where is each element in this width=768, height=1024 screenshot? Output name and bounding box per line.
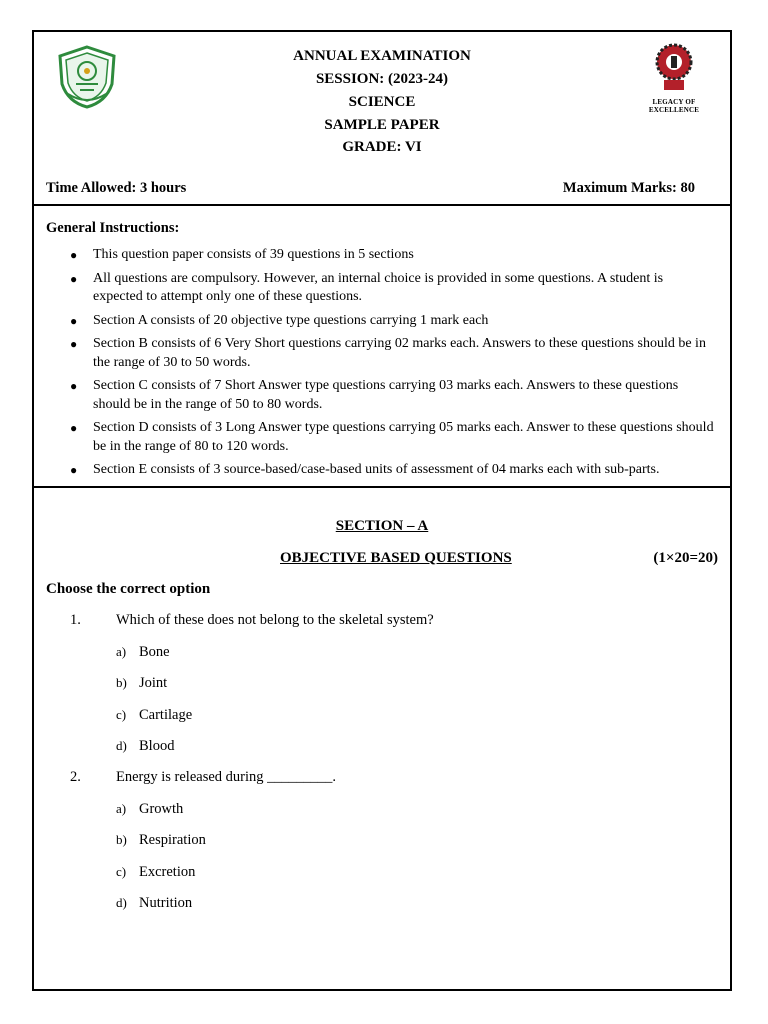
general-instructions — [34, 206, 730, 488]
legacy-emblem-logo — [632, 42, 716, 112]
question-text: Which of these does not belong to the skeletal system? — [116, 612, 434, 628]
time-allowed: Time Allowed: 3 hours — [46, 180, 187, 196]
question-option: b) Respiration — [116, 832, 206, 848]
instructions-list — [34, 246, 730, 485]
legacy-caption: LEGACY OF EXCELLENCE — [648, 98, 700, 114]
paper-type-line: SAMPLE PAPER — [324, 117, 440, 133]
bullet-icon: ● — [70, 421, 78, 435]
grade-line: GRADE: VI — [342, 139, 422, 155]
question-option: c) Excretion — [116, 864, 196, 880]
instruction-item: ● All questions are compulsory. However, an internal choice is provided in some questions. A student is expected to attempt only one of these questions. — [70, 270, 664, 304]
section-subtitle: OBJECTIVE BASED QUESTIONS — [280, 550, 512, 566]
question-option: a) Bone — [116, 644, 170, 660]
question-option: d) Nutrition — [116, 895, 193, 911]
instruction-item: ● This question paper consists of 39 questions in 5 sections — [34, 246, 730, 265]
session-line: SESSION: (2023-24) — [315, 71, 449, 87]
instruction-item: ● Section C consists of 7 Short Answer type questions carrying 03 marks each. Answers to these questions should be in the range of 50 to 80 words. — [70, 378, 679, 412]
bullet-icon: ● — [70, 248, 78, 262]
instruction-item: ● Section A consists of 20 objective type questions carrying 1 mark each — [34, 312, 730, 331]
section-marks: (1×20=20) — [653, 550, 718, 566]
question-option: d) Blood — [116, 738, 175, 754]
exam-paper-frame — [32, 30, 732, 991]
question-option: b) Joint — [116, 675, 168, 691]
question-option: c) Cartilage — [116, 707, 193, 723]
question-number: 2. — [70, 769, 81, 785]
question-text: Energy is released during _________. — [116, 769, 337, 785]
instructions-heading: General Instructions: — [46, 220, 180, 236]
bullet-icon: ● — [70, 463, 78, 477]
instruction-item: ● Section B consists of 6 Very Short questions carrying 02 marks each. Answers to these questions should be in the range of 30 to 50 words. — [70, 336, 706, 370]
section-title: SECTION – A — [335, 518, 429, 534]
bullet-icon: ● — [70, 313, 78, 328]
question-number: 1. — [70, 612, 81, 628]
instruction-item: ● Section D consists of 3 Long Answer type questions carrying 05 marks each. Answer to these questions should be in the range of 80 to 120 words. — [70, 420, 714, 454]
instruction-item: ● Section E consists of 3 source-based/case-based units of assessment of 04 marks each with sub-parts. — [34, 461, 730, 480]
question-option: a) Growth — [116, 801, 184, 817]
exam-title: ANNUAL EXAMINATION — [293, 48, 471, 64]
subject-line: SCIENCE — [348, 94, 416, 110]
paper-header — [34, 32, 730, 206]
bullet-icon: ● — [70, 337, 78, 351]
maximum-marks: Maximum Marks: 80 — [562, 180, 695, 196]
section-prompt: Choose the correct option — [46, 581, 211, 597]
bullet-icon: ● — [70, 379, 78, 393]
bullet-icon: ● — [70, 271, 78, 286]
